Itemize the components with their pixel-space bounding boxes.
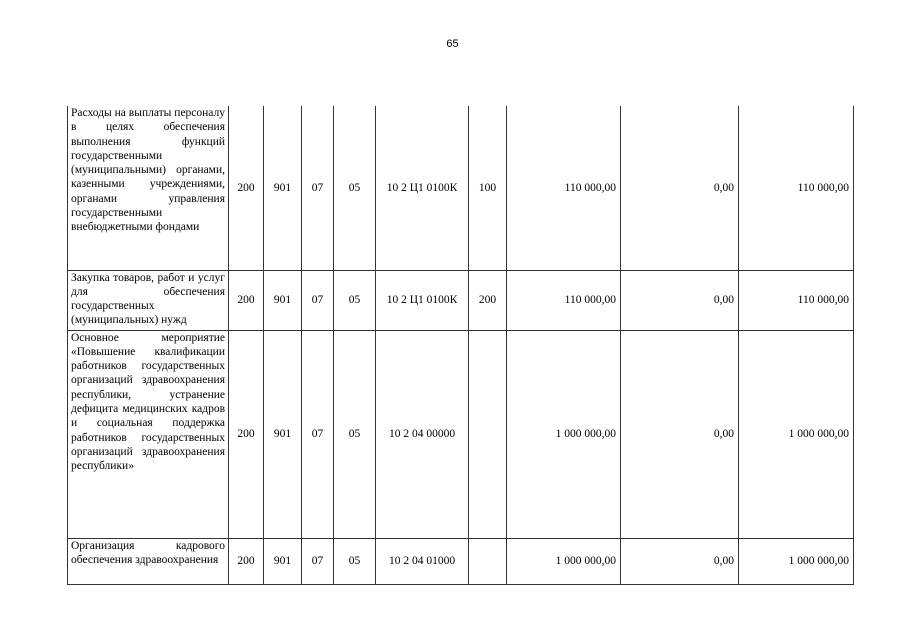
- code-rz: 07: [302, 330, 334, 538]
- sum-1: 1 000 000,00: [507, 538, 621, 584]
- code-ved: 200: [229, 270, 264, 330]
- code-rz: 07: [302, 270, 334, 330]
- sum-2: 0,00: [621, 106, 739, 270]
- code-ved: 200: [229, 106, 264, 270]
- page-number: 65: [446, 38, 459, 50]
- code-gr: 901: [264, 330, 302, 538]
- sum-2: 0,00: [621, 270, 739, 330]
- sum-3: 110 000,00: [739, 106, 854, 270]
- sum-1: 1 000 000,00: [507, 330, 621, 538]
- budget-table: [67, 106, 854, 585]
- code-pr: 05: [334, 538, 376, 584]
- code-pr: 05: [334, 270, 376, 330]
- code-csr: 10 2 04 01000: [376, 538, 469, 584]
- code-gr: 901: [264, 106, 302, 270]
- sum-3: 110 000,00: [739, 270, 854, 330]
- code-gr: 901: [264, 270, 302, 330]
- table-row: [68, 106, 854, 270]
- code-pr: 05: [334, 106, 376, 270]
- code-rz: 07: [302, 538, 334, 584]
- code-ved: 200: [229, 330, 264, 538]
- table-row: [68, 330, 854, 538]
- code-vr: [469, 538, 507, 584]
- table-row: [68, 270, 854, 330]
- table-row: [68, 538, 854, 584]
- sum-2: 0,00: [621, 330, 739, 538]
- code-csr: 10 2 Ц1 0100К: [376, 270, 469, 330]
- code-pr: 05: [334, 330, 376, 538]
- sum-3: 1 000 000,00: [739, 538, 854, 584]
- code-vr: 100: [469, 106, 507, 270]
- row-name: Расходы на выплаты персоналу в целях обеспечения выполнения функций государственными (муниципальными) органами, казенными учреждениями, органами управления государственными внебюджетными фондами: [68, 106, 229, 270]
- code-gr: 901: [264, 538, 302, 584]
- sum-2: 0,00: [621, 538, 739, 584]
- sum-1: 110 000,00: [507, 270, 621, 330]
- code-vr: 200: [469, 270, 507, 330]
- code-csr: 10 2 04 00000: [376, 330, 469, 538]
- row-name: Организация кадрового обеспечения здравоохранения: [68, 538, 229, 584]
- sum-3: 1 000 000,00: [739, 330, 854, 538]
- row-name: Основное мероприятие «Повышение квалификации работников государственных организаций здравоохранения республики, устранение дефицита медицинских кадров и социальная поддержка работников государственных организаций здравоохранения республики»: [68, 330, 229, 538]
- code-rz: 07: [302, 106, 334, 270]
- code-vr: [469, 330, 507, 538]
- code-ved: 200: [229, 538, 264, 584]
- sum-1: 110 000,00: [507, 106, 621, 270]
- row-name: Закупка товаров, работ и услуг для обеспечения государственных (муниципальных) нужд: [68, 270, 229, 330]
- code-csr: 10 2 Ц1 0100К: [376, 106, 469, 270]
